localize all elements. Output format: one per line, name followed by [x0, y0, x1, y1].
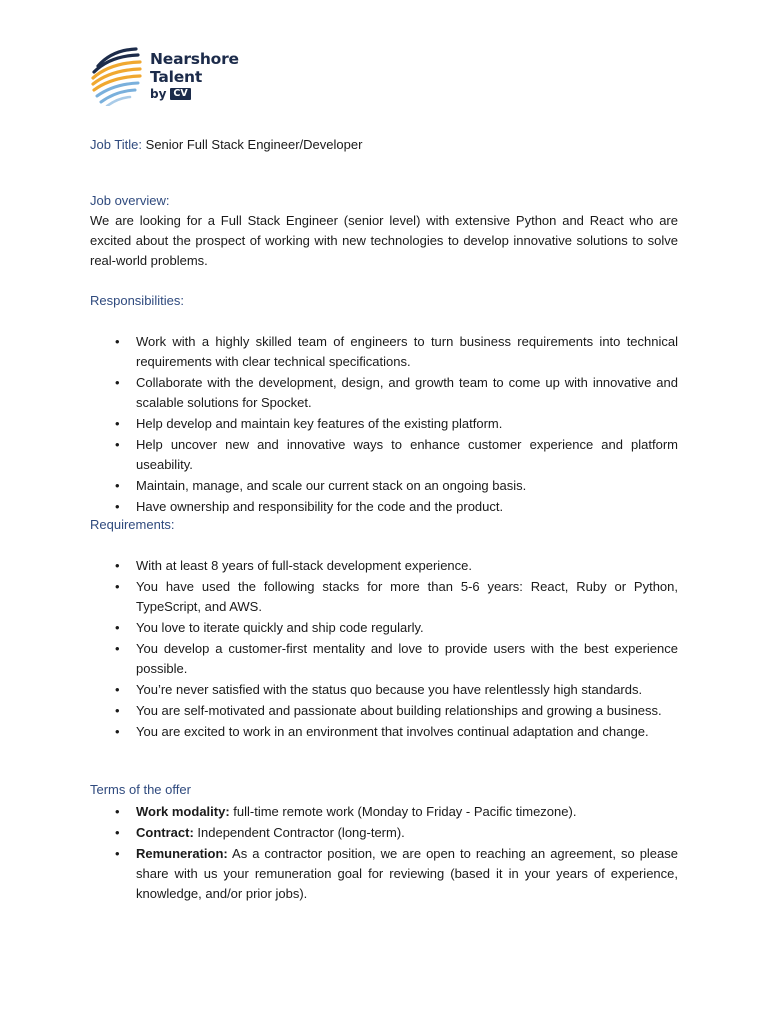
- requirements-list: [90, 556, 678, 743]
- list-item: • You are self-motivated and passionate about building relationships and growing a business.: [115, 703, 662, 718]
- cv-badge: CV: [170, 88, 190, 100]
- list-item: • Work modality: full-time remote work (Monday to Friday - Pacific timezone).: [115, 804, 577, 819]
- list-item: • You have used the following stacks for more than 5-6 years: React, Ruby or Python, TypeScript, and AWS.: [115, 579, 678, 614]
- responsibilities-heading: Responsibilities:: [90, 293, 184, 308]
- nearshore-logo-icon: [90, 44, 148, 106]
- terms-heading: Terms of the offer: [90, 782, 191, 797]
- list-item: • Remuneration: As a contractor position, we are open to reaching an agreement, so please share with us your remuneration goal for reviewing (based it in your years of experience, knowledge, and/or prior jobs).: [115, 846, 678, 901]
- term-label: Remuneration:: [136, 846, 228, 861]
- list-item: • Help develop and maintain key features of the existing platform.: [115, 416, 503, 431]
- job-title-line: [90, 135, 678, 155]
- list-item: • You are excited to work in an environment that involves continual adaptation and change.: [115, 724, 649, 739]
- list-item: • You develop a customer-first mentality and love to provide users with the best experience possible.: [115, 641, 678, 676]
- list-item: • Work with a highly skilled team of engineers to turn business requirements into technical requirements with clear technical specifications.: [115, 334, 678, 369]
- terms-list: [90, 802, 678, 905]
- requirements-heading: Requirements:: [90, 517, 175, 532]
- list-item: • Help uncover new and innovative ways to enhance customer experience and platform useability.: [115, 437, 678, 472]
- job-title-value: Senior Full Stack Engineer/Developer: [142, 137, 363, 152]
- list-item: • With at least 8 years of full-stack development experience.: [115, 558, 472, 573]
- brand-by: by: [150, 87, 167, 101]
- term-label: Contract:: [136, 825, 194, 840]
- brand-name-line-2: Talent: [150, 68, 203, 86]
- list-item: • Maintain, manage, and scale our current stack on an ongoing basis.: [115, 478, 527, 493]
- list-item: • Have ownership and responsibility for the code and the product.: [115, 499, 504, 514]
- list-item: • Contract: Independent Contractor (long-term).: [115, 825, 405, 840]
- brand-name-line-1: Nearshore: [150, 50, 239, 68]
- responsibilities-list: [90, 332, 678, 518]
- list-item: • You love to iterate quickly and ship code regularly.: [115, 620, 424, 635]
- overview-heading: Job overview:: [90, 193, 170, 208]
- list-item: • Collaborate with the development, design, and growth team to come up with innovative and scalable solutions for Spocket.: [115, 375, 678, 410]
- term-label: Work modality:: [136, 804, 230, 819]
- job-title-label: Job Title:: [90, 137, 143, 152]
- overview-text: We are looking for a Full Stack Engineer (senior level) with extensive Python and React who are excited about the prospect of working with new technologies to develop innovative solutions to solve real-world problems.: [90, 213, 678, 268]
- list-item: • You’re never satisfied with the status quo because you have relentlessly high standards.: [115, 682, 643, 697]
- company-logo: [90, 44, 250, 108]
